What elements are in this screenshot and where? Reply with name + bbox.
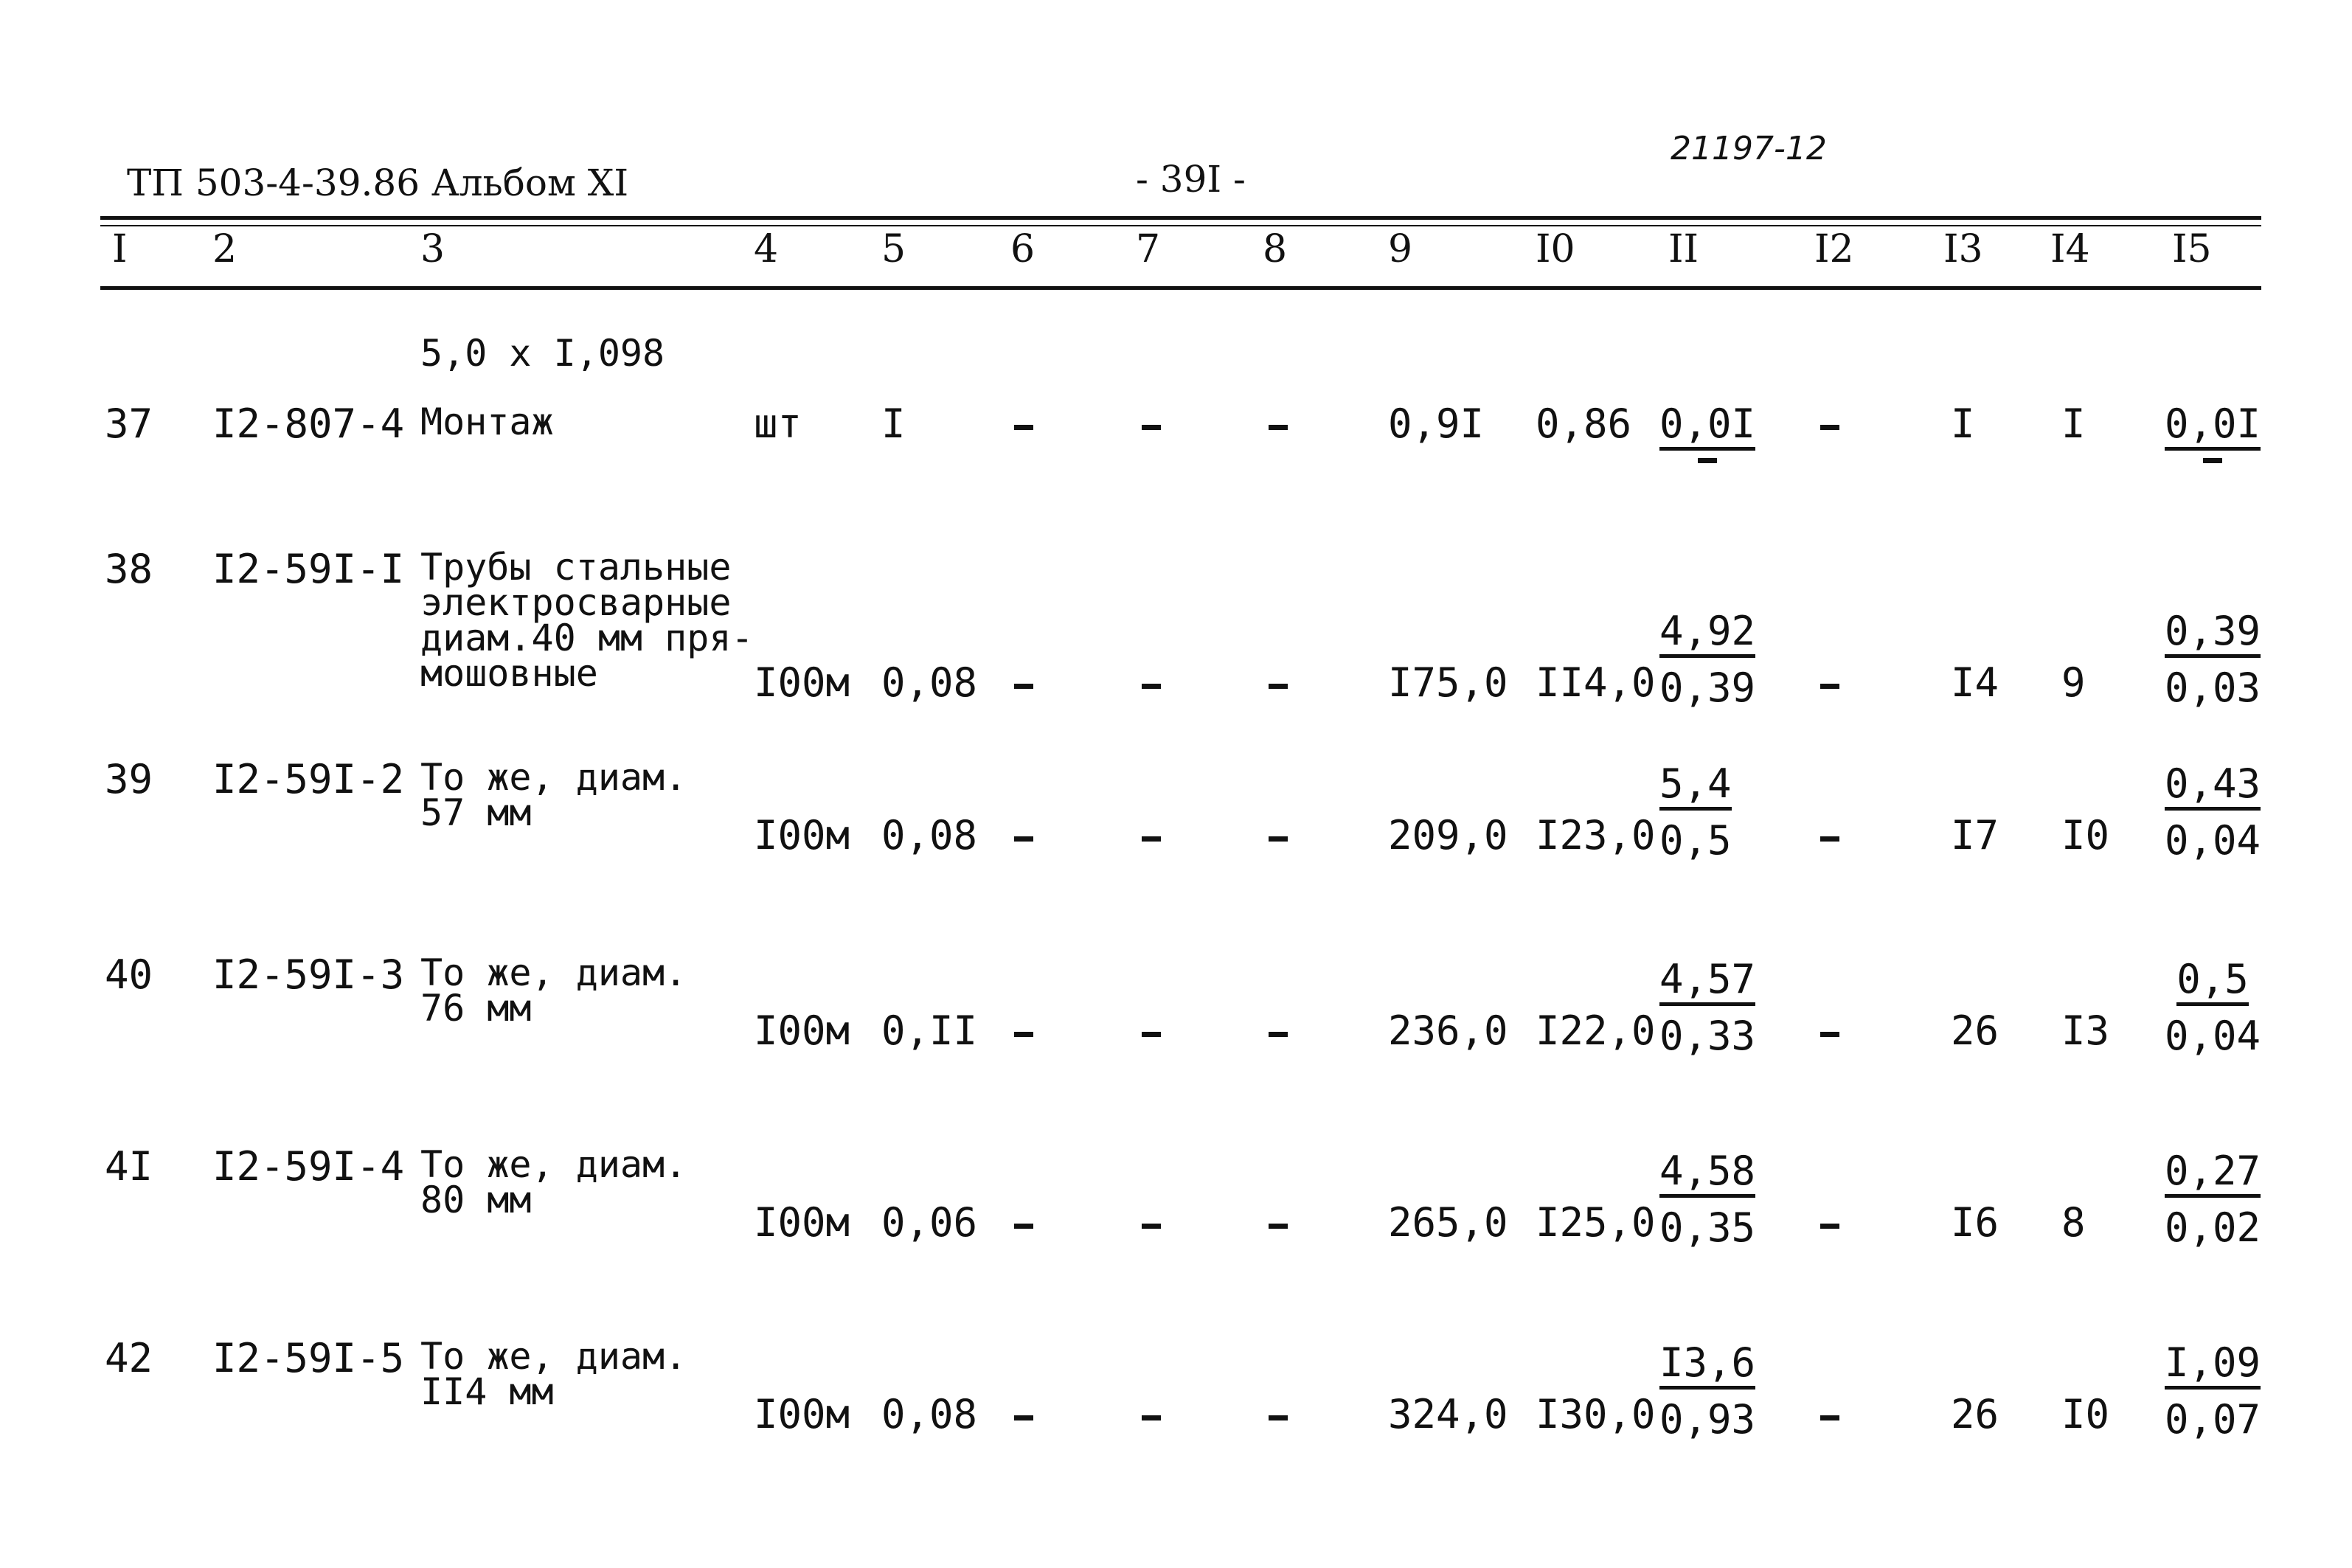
- unit: I00м: [754, 812, 850, 858]
- row-number: 37: [105, 400, 153, 447]
- dash-cell: [1269, 1032, 1288, 1037]
- row-number: 38: [105, 546, 153, 592]
- rate-code: I2-59I-5: [212, 1335, 405, 1381]
- fraction-numerator: 0,5: [2176, 960, 2249, 1006]
- dash-cell: [1014, 425, 1033, 430]
- work-description: То же, диам. 76 мм: [420, 951, 687, 1030]
- fraction-col11: [1659, 400, 1756, 463]
- fraction-col11: [1659, 608, 1756, 711]
- fraction-numerator: 0,0I: [1659, 404, 1755, 451]
- col13-value: I7: [1951, 812, 1999, 858]
- fraction-denominator: 0,93: [1659, 1396, 1756, 1443]
- fraction-denominator-dash: [1698, 458, 1717, 463]
- fraction-numerator: 4,58: [1659, 1151, 1755, 1198]
- fraction-col15: [2165, 760, 2261, 864]
- dash-cell: [1142, 425, 1161, 430]
- col14-value: I0: [2061, 812, 2110, 858]
- quantity: 0,II: [881, 1007, 978, 1054]
- col14-value: I0: [2061, 1391, 2110, 1437]
- unit: I00м: [754, 659, 850, 706]
- table-top-rule-thin: [100, 225, 2261, 226]
- work-description: То же, диам. II4 мм: [420, 1335, 687, 1413]
- cost-wages: I22,0: [1536, 1007, 1656, 1054]
- col14-value: 9: [2061, 659, 2086, 706]
- row-number: 4I: [105, 1143, 153, 1190]
- cost-wages: I25,0: [1536, 1199, 1656, 1246]
- handwritten-code: 21197-12: [1671, 130, 1827, 167]
- rate-code: I2-807-4: [212, 400, 405, 447]
- column-header: I: [112, 227, 128, 271]
- dash-cell: [1014, 1224, 1033, 1229]
- dash-cell: [1142, 1415, 1161, 1420]
- fraction-col15: [2165, 956, 2261, 1059]
- cost-wages: II4,0: [1536, 659, 1656, 706]
- fraction-denominator: 0,04: [2165, 1013, 2261, 1059]
- dash-cell: [1269, 684, 1288, 689]
- fraction-denominator: 0,07: [2165, 1396, 2261, 1443]
- column-header: 9: [1388, 227, 1413, 271]
- column-header: 4: [754, 227, 779, 271]
- document-reference: ТП 503-4-39.86 Альбом XI: [127, 162, 629, 204]
- col13-value: 26: [1951, 1391, 1999, 1437]
- fraction-denominator: 0,5: [1659, 817, 1732, 864]
- cost-wages: 0,86: [1536, 400, 1632, 447]
- fraction-col15: [2165, 608, 2261, 711]
- fraction-denominator: 0,39: [1659, 665, 1756, 711]
- fraction-denominator: 0,03: [2165, 665, 2261, 711]
- row-number: 39: [105, 756, 153, 802]
- work-description: Монтаж: [420, 400, 554, 443]
- col13-value: 26: [1951, 1007, 1999, 1054]
- dash-cell: [1142, 684, 1161, 689]
- dash-cell: [1820, 836, 1839, 842]
- column-header: 3: [420, 227, 445, 271]
- column-header: I0: [1536, 227, 1575, 271]
- col14-value: 8: [2061, 1199, 2086, 1246]
- dash-cell: [1014, 836, 1033, 842]
- fraction-numerator: 0,27: [2165, 1151, 2261, 1198]
- fraction-denominator-dash: [2203, 458, 2222, 463]
- column-header: II: [1668, 227, 1699, 271]
- dash-cell: [1014, 684, 1033, 689]
- dash-cell: [1142, 1224, 1161, 1229]
- column-header: I5: [2172, 227, 2212, 271]
- fraction-col15: [2165, 1148, 2261, 1251]
- fraction-col11: [1659, 956, 1756, 1059]
- rate-code: I2-59I-3: [212, 951, 405, 998]
- fraction-denominator: 0,33: [1659, 1013, 1756, 1059]
- dash-cell: [1820, 1415, 1839, 1420]
- table-header-bottom-rule: [100, 286, 2261, 290]
- fraction-denominator: 0,35: [1659, 1204, 1756, 1251]
- dash-cell: [1269, 836, 1288, 842]
- rate-code: I2-59I-2: [212, 756, 405, 802]
- fraction-numerator: 5,4: [1659, 764, 1732, 811]
- dash-cell: [1014, 1415, 1033, 1420]
- column-header: I3: [1943, 227, 1983, 271]
- continuation-text: 5,0 x I,098: [420, 332, 665, 375]
- fraction-col15: [2165, 1339, 2261, 1443]
- fraction-col15: [2165, 400, 2261, 463]
- fraction-numerator: I,09: [2165, 1343, 2261, 1390]
- cost-wages: I30,0: [1536, 1391, 1656, 1437]
- dash-cell: [1142, 1032, 1161, 1037]
- fraction-numerator: 0,43: [2165, 764, 2261, 811]
- work-description: То же, диам. 57 мм: [420, 756, 687, 834]
- col13-value: I6: [1951, 1199, 1999, 1246]
- dash-cell: [1142, 836, 1161, 842]
- dash-cell: [1820, 1032, 1839, 1037]
- cost-total: 0,9I: [1388, 400, 1485, 447]
- fraction-col11: [1659, 1148, 1756, 1251]
- col14-value: I: [2061, 400, 2086, 447]
- row-number: 40: [105, 951, 153, 998]
- fraction-numerator: 4,57: [1659, 960, 1755, 1006]
- dash-cell: [1269, 1224, 1288, 1229]
- dash-cell: [1014, 1032, 1033, 1037]
- unit: шт: [754, 400, 802, 447]
- quantity: 0,08: [881, 812, 978, 858]
- col13-value: I: [1951, 400, 1975, 447]
- unit: I00м: [754, 1007, 850, 1054]
- quantity: 0,06: [881, 1199, 978, 1246]
- rate-code: I2-59I-4: [212, 1143, 405, 1190]
- fraction-numerator: I3,6: [1659, 1343, 1755, 1390]
- col14-value: I3: [2061, 1007, 2110, 1054]
- column-header: 5: [881, 227, 906, 271]
- cost-total: 236,0: [1388, 1007, 1508, 1054]
- fraction-col11: [1659, 1339, 1756, 1443]
- page-number: - 39I -: [1136, 158, 1246, 201]
- quantity: I: [881, 400, 906, 447]
- fraction-denominator: 0,02: [2165, 1204, 2261, 1251]
- dash-cell: [1820, 684, 1839, 689]
- cost-wages: I23,0: [1536, 812, 1656, 858]
- fraction-numerator: 4,92: [1659, 611, 1755, 658]
- column-header: 8: [1263, 227, 1288, 271]
- fraction-col11: [1659, 760, 1732, 864]
- cost-total: 324,0: [1388, 1391, 1508, 1437]
- row-number: 42: [105, 1335, 153, 1381]
- dash-cell: [1820, 1224, 1839, 1229]
- work-description: Трубы стальные электросварные диам.40 мм пря- мошовные: [420, 546, 754, 695]
- column-header: I4: [2050, 227, 2090, 271]
- unit: I00м: [754, 1391, 850, 1437]
- fraction-numerator: 0,39: [2165, 611, 2261, 658]
- rate-code: I2-59I-I: [212, 546, 405, 592]
- fraction-denominator: 0,04: [2165, 817, 2261, 864]
- quantity: 0,08: [881, 1391, 978, 1437]
- col13-value: I4: [1951, 659, 1999, 706]
- dash-cell: [1269, 425, 1288, 430]
- fraction-numerator: 0,0I: [2165, 404, 2261, 451]
- cost-total: I75,0: [1388, 659, 1508, 706]
- work-description: То же, диам. 80 мм: [420, 1143, 687, 1221]
- column-header: 7: [1136, 227, 1161, 271]
- cost-total: 265,0: [1388, 1199, 1508, 1246]
- table-top-rule: [100, 216, 2261, 220]
- column-header: I2: [1814, 227, 1854, 271]
- unit: I00м: [754, 1199, 850, 1246]
- column-header: 6: [1010, 227, 1035, 271]
- dash-cell: [1269, 1415, 1288, 1420]
- column-header: 2: [212, 227, 237, 271]
- dash-cell: [1820, 425, 1839, 430]
- cost-total: 209,0: [1388, 812, 1508, 858]
- quantity: 0,08: [881, 659, 978, 706]
